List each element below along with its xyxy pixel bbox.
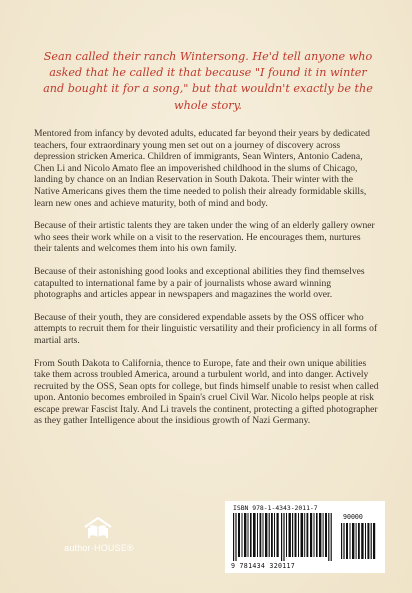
- ean-number: 9 781434 320117: [231, 562, 296, 570]
- isbn-number: ISBN 978-1-4343-2011-7: [233, 504, 318, 512]
- price-bars: [341, 523, 377, 559]
- price-code: 90000: [343, 513, 363, 521]
- isbn-barcode: [225, 501, 385, 573]
- publisher-logo: [59, 516, 139, 566]
- tagline: Sean called their ranch Wintersong. He'd tell anyone who asked that he called it that because "I found it in winter and bought it for a song," but that wouldn't exactly be the whole story.: [43, 50, 373, 112]
- blurb-paragraph: Because of their youth, they are considered expendable assets by the OSS officer who attempts to recruit them for their linguistic versatility and their proficiency in all forms of martial arts.: [34, 311, 378, 346]
- blurb-paragraph: Because of their artistic talents they are taken under the wing of an elderly gallery owner who sees their work while on a visit to the reservation. He encourages them, nurtures their talents and welcomes them into his own family.: [34, 220, 375, 255]
- blurb-paragraph: From South Dakota to California, thence to Europe, fate and their own unique abilities take them across troubled America, around a turbulent world, and into danger. Actively recruited by the OSS, Sean opts for college, but finds himself unable to resist when called upon. Antonio becomes embroiled in Spain's cruel Civil War. Nicolo helps people at risk escape prewar Fascist Italy. And Li travels the continent, protecting a gifted photographer as they gather Intelligence about the insidious growth of Nazi Germany.: [34, 357, 379, 427]
- blurb-paragraph: Mentored from infancy by devoted adults, educated far beyond their years by dedicated teachers, four extraordinary young men set out on a journey of discovery across depression stricken America. Children of immigrants, Sean Winters, Antonio Cadena, Chen Li and Nicolo Amato flee an impoverished childhood in the slums of Chicago, landing by chance on an Indian Reservation in South Dakota. Their winter with the Native Americans gives them the time needed to polish their already formidable skills, learn new ones and achieve maturity, both of mind and body.: [34, 128, 370, 209]
- publisher-name: author·HOUSE®: [64, 543, 134, 553]
- ean-bars: [233, 513, 337, 561]
- book-house-icon: [83, 516, 113, 540]
- blurb-paragraph: Because of their astonishing good looks and exceptional abilities they find themselves catapulted to international fame by a pair of journalists whose award winning photographs and articles appear in newspapers and magazines the world over.: [34, 265, 365, 301]
- blurb: [34, 128, 380, 438]
